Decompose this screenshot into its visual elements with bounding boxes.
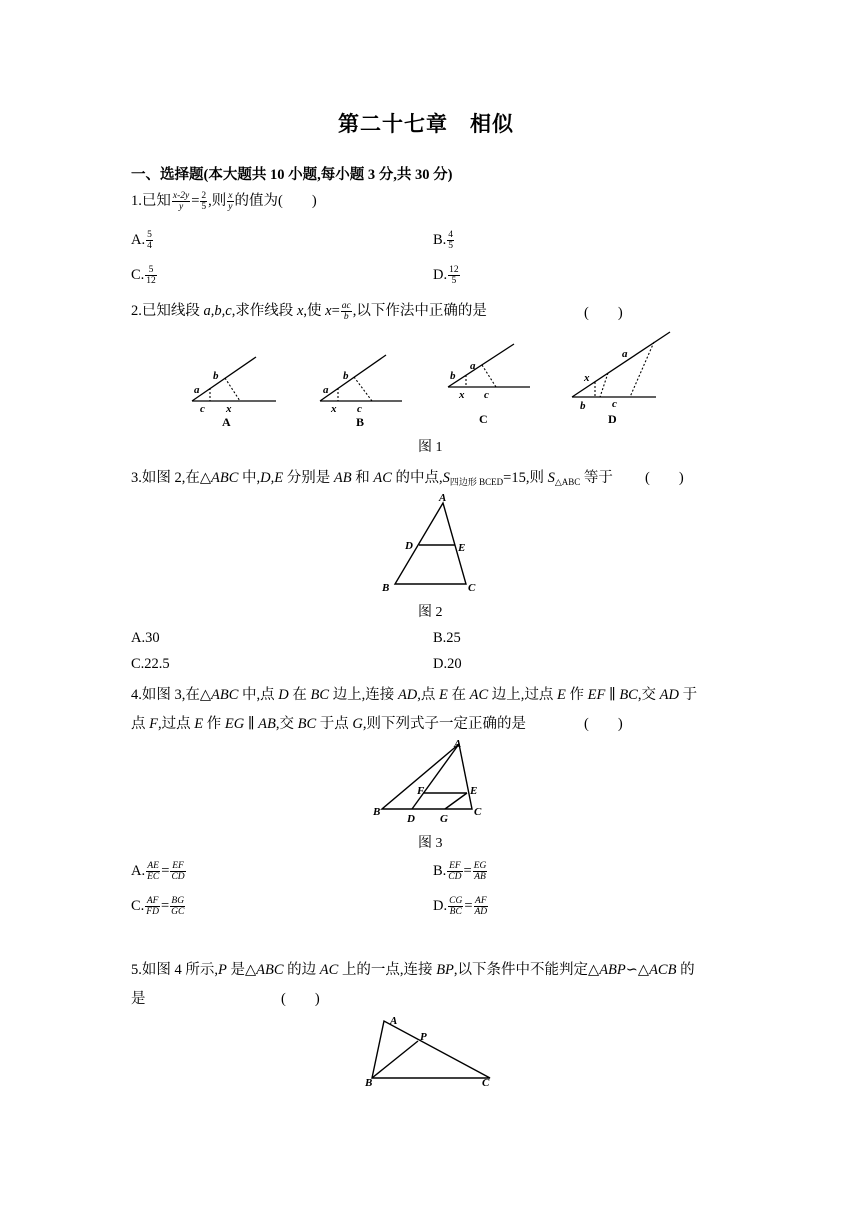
- question-1: [131, 189, 317, 212]
- q4-answer-paren: ( ): [584, 716, 623, 732]
- svg-text:b: b: [213, 370, 219, 382]
- svg-text:b: b: [343, 370, 349, 382]
- q1-option-a[interactable]: A. $\frac{5}{4}$: [131, 230, 152, 251]
- question-3: 3.如图 2,在△ABC 中,D,E 分别是 AB 和 AC 的中点$,S_{四边形 BCED}=15$,则 $S_{\triangle ABC}$ 等于: [131, 470, 613, 487]
- figure-1-c: [448, 344, 530, 426]
- figure-3-caption: 图 3: [418, 836, 443, 851]
- svg-text:B: B: [382, 582, 390, 594]
- figure-4: [360, 1010, 500, 1090]
- figure-1-d: [572, 332, 670, 426]
- q3-option-a[interactable]: A.30: [131, 630, 160, 646]
- svg-text:E: E: [458, 542, 466, 554]
- svg-text:x: x: [226, 403, 232, 415]
- svg-text:B: B: [373, 806, 381, 818]
- question-4-line-1: 4.如图 3,在△ABC 中,点 D 在 BC 边上,连接 AD,点 E 在 AC 边上,过点 E 作 EF ∥ BC,交 AD 于: [131, 687, 698, 703]
- q1-mid: ,则: [208, 193, 227, 209]
- q4-option-d[interactable]: D. $\frac{CG}{BC}$ = $\frac{AF}{AD}$: [433, 896, 488, 917]
- svg-text:A: A: [454, 738, 462, 750]
- svg-text:a: a: [323, 384, 329, 396]
- svg-text:x: x: [584, 372, 590, 384]
- q1-option-d[interactable]: D. $\frac{12}{5}$: [433, 265, 459, 286]
- question-5-line-1: 5.如图 4 所示,P 是△ABC 的边 AC 上的一点,连接 BP,以下条件中不能判定△ABP∽△ACB 的: [131, 962, 695, 978]
- svg-text:b: b: [580, 400, 586, 412]
- q1-fraction-1: $\frac{x-2y}{y}$: [172, 191, 190, 213]
- svg-text:c: c: [612, 398, 617, 410]
- svg-text:E: E: [470, 785, 478, 797]
- q3-answer-paren: ( ): [645, 470, 684, 486]
- question-5-line-2: 是: [131, 991, 146, 1007]
- section-heading: 一、选择题(本大题共 10 小题,每小题 3 分,共 30 分): [131, 167, 453, 183]
- q5-answer-paren: ( ): [281, 991, 320, 1007]
- q2-answer-paren: ( ): [584, 305, 623, 321]
- svg-text:D: D: [608, 412, 617, 426]
- svg-text:A: A: [390, 1015, 398, 1027]
- svg-text:P: P: [420, 1031, 427, 1043]
- svg-text:C: C: [474, 806, 482, 818]
- svg-text:a: a: [470, 360, 476, 372]
- svg-text:B: B: [365, 1077, 373, 1089]
- svg-text:A: A: [439, 492, 447, 504]
- svg-text:D: D: [405, 540, 413, 552]
- question-2: 2.已知线段 a,b,c,求作线段 x,使 x= $\frac{ac}{b}$ ,以下作法中正确的是: [131, 301, 487, 323]
- question-4-line-2: 点 F,过点 E 作 EG ∥ AB,交 BC 于点 G,则下列式子一定正确的是: [131, 716, 526, 732]
- figure-1-caption: 图 1: [418, 440, 443, 455]
- svg-text:C: C: [468, 582, 476, 594]
- svg-text:D: D: [407, 813, 415, 824]
- svg-text:x: x: [459, 389, 465, 401]
- figure-3: [370, 736, 490, 824]
- svg-text:c: c: [200, 403, 205, 415]
- svg-text:a: a: [194, 384, 200, 396]
- figure-1-a: [192, 357, 276, 429]
- figure-2-caption: 图 2: [418, 605, 443, 620]
- svg-text:b: b: [450, 370, 456, 382]
- q4-option-c[interactable]: C. $\frac{AF}{FD}$ = $\frac{BG}{GC}$: [131, 896, 185, 917]
- q1-fraction-2: $\frac{2}{5}$: [201, 191, 207, 213]
- q1-fraction-3: $\frac{x}{y}$: [228, 191, 233, 213]
- svg-text:C: C: [479, 412, 488, 426]
- svg-text:G: G: [440, 813, 448, 824]
- figure-1: [180, 330, 680, 430]
- q3-option-b[interactable]: B.25: [433, 630, 461, 646]
- svg-text:c: c: [484, 389, 489, 401]
- q1-option-c[interactable]: C. $\frac{5}{12}$: [131, 265, 156, 286]
- q4-option-b[interactable]: B. $\frac{EF}{CD}$ = $\frac{EG}{AB}$: [433, 861, 487, 882]
- figure-1-b: [320, 355, 402, 429]
- svg-text:A: A: [222, 415, 231, 429]
- q1-suffix: 的值为( ): [234, 193, 317, 209]
- q1-option-b[interactable]: B. $\frac{4}{5}$: [433, 230, 454, 251]
- q1-equals: =: [191, 193, 200, 209]
- svg-text:c: c: [357, 403, 362, 415]
- q4-option-a[interactable]: A. $\frac{AE}{EC}$ = $\frac{EF}{CD}$: [131, 861, 185, 882]
- q3-option-c[interactable]: C.22.5: [131, 656, 170, 672]
- page-title: 第二十七章 相似: [338, 112, 514, 136]
- q1-prefix: 1.已知: [131, 193, 171, 209]
- svg-text:a: a: [622, 348, 628, 360]
- figure-2: [374, 490, 484, 594]
- q3-option-d[interactable]: D.20: [433, 656, 462, 672]
- svg-text:x: x: [331, 403, 337, 415]
- svg-text:F: F: [417, 785, 425, 797]
- svg-text:C: C: [482, 1077, 490, 1089]
- svg-text:B: B: [356, 415, 365, 429]
